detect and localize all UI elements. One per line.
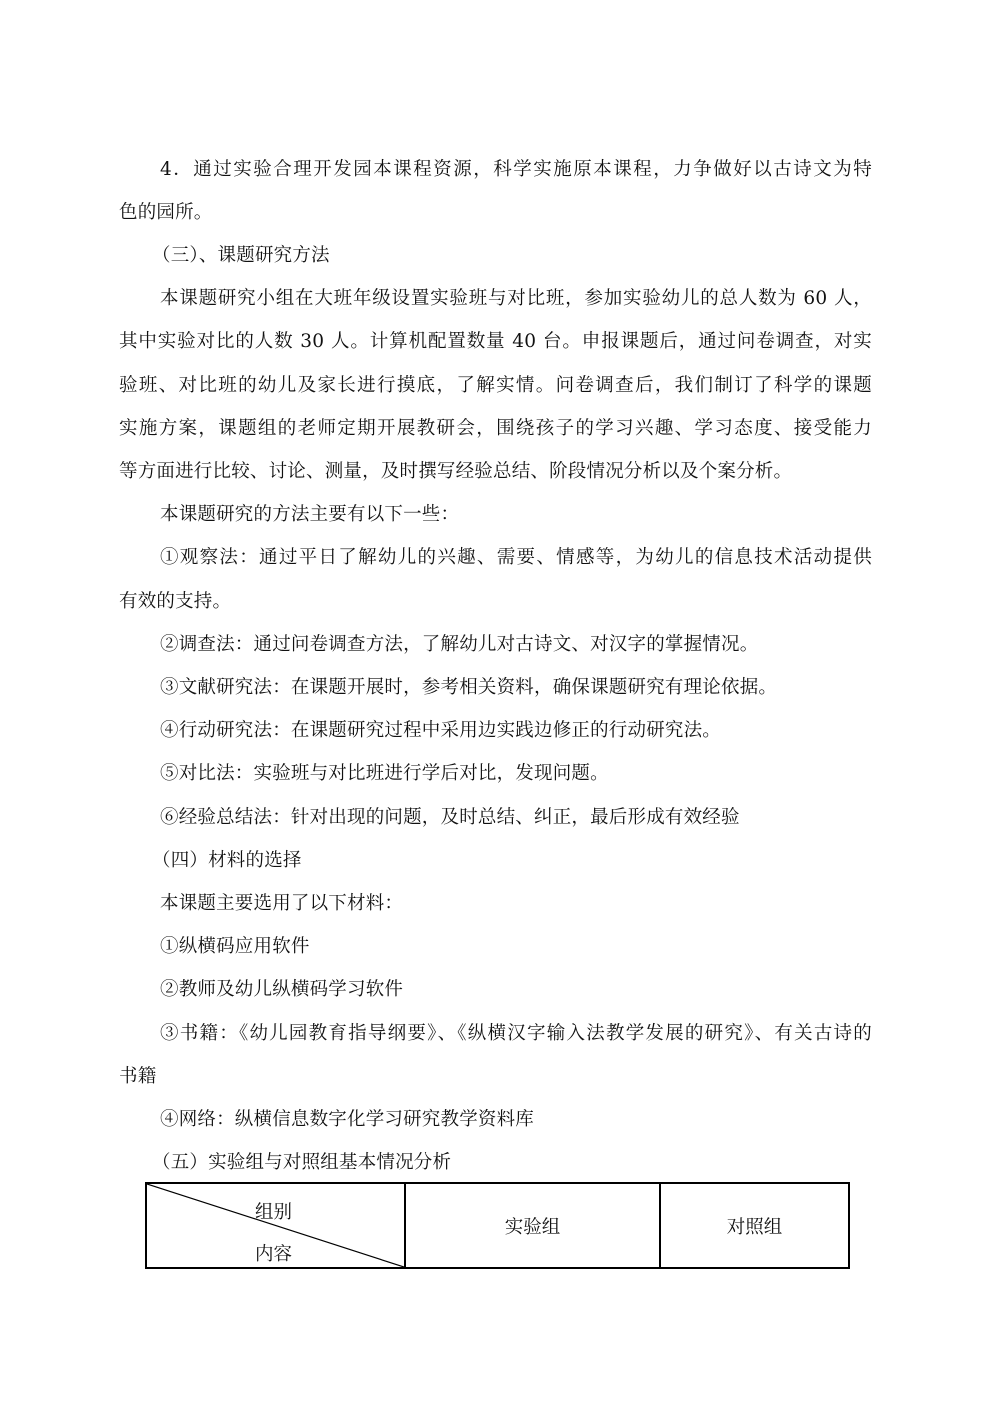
table-header-control-group: 对照组 [660, 1183, 849, 1268]
paragraph-goal-4-cont: 色的园所。 [119, 202, 213, 223]
table-corner-header-cell [146, 1183, 405, 1268]
table-header-row [146, 1183, 849, 1268]
list-item-method-observation-cont: 有效的支持。 [119, 591, 232, 612]
table-header-experimental-group: 实验组 [405, 1183, 660, 1268]
list-item-method-action: ④行动研究法：在课题研究过程中采用边实践边修正的行动研究法。 [160, 720, 722, 741]
group-comparison-table [145, 1182, 850, 1269]
table-corner-header-group: 组别 [255, 1202, 293, 1223]
paragraph-method-intro-cont: 验班、对比班的幼儿及家长进行摸底，了解实情。问卷调查后，我们制订了科学的课题 [119, 375, 872, 396]
paragraph-method-intro-cont: 等方面进行比较、讨论、测量，及时撰写经验总结、阶段情况分析以及个案分析。 [119, 461, 793, 482]
list-item-method-observation: ①观察法：通过平日了解幼儿的兴趣、需要、情感等，为幼儿的信息技术活动提供 [160, 547, 872, 568]
list-item-material-software: ①纵横码应用软件 [160, 936, 310, 957]
paragraph-goal-4: 4．通过实验合理开发园本课程资源，科学实施原本课程，力争做好以古诗文为特 [160, 159, 872, 180]
section-heading-group-analysis: （五）实验组与对照组基本情况分析 [152, 1152, 452, 1173]
list-item-material-learning-software: ②教师及幼儿纵横码学习软件 [160, 979, 404, 1000]
paragraph-method-intro-cont: 其中实验对比的人数 30 人。计算机配置数量 40 台。申报课题后，通过问卷调查，对实 [119, 331, 872, 352]
list-item-material-books: ③书籍：《幼儿园教育指导纲要》、《纵横汉字输入法教学发展的研究》、有关古诗的 [160, 1023, 872, 1044]
list-item-material-network: ④网络：纵横信息数字化学习研究教学资料库 [160, 1109, 535, 1130]
list-item-method-experience: ⑥经验总结法：针对出现的问题，及时总结、纠正，最后形成有效经验 [160, 807, 740, 828]
list-item-material-books-cont: 书籍 [119, 1066, 157, 1087]
section-heading-materials: （四）材料的选择 [152, 850, 302, 871]
list-item-method-comparison: ⑤对比法：实验班与对比班进行学后对比，发现问题。 [160, 763, 609, 784]
section-heading-research-methods: （三）、课题研究方法 [152, 245, 330, 266]
table-corner-header-content: 内容 [255, 1244, 293, 1265]
list-item-method-literature: ③文献研究法：在课题开展时，参考相关资料，确保课题研究有理论依据。 [160, 677, 778, 698]
paragraph-method-intro-cont: 实施方案，课题组的老师定期开展教研会，围绕孩子的学习兴趣、学习态度、接受能力 [119, 418, 872, 439]
paragraph-method-intro: 本课题研究小组在大班年级设置实验班与对比班，参加实验幼儿的总人数为 60 人， [160, 288, 872, 309]
list-item-method-survey: ②调查法：通过问卷调查方法，了解幼儿对古诗文、对汉字的掌握情况。 [160, 634, 759, 655]
paragraph-materials-lead: 本课题主要选用了以下材料： [160, 893, 404, 914]
paragraph-methods-lead: 本课题研究的方法主要有以下一些： [160, 504, 460, 525]
